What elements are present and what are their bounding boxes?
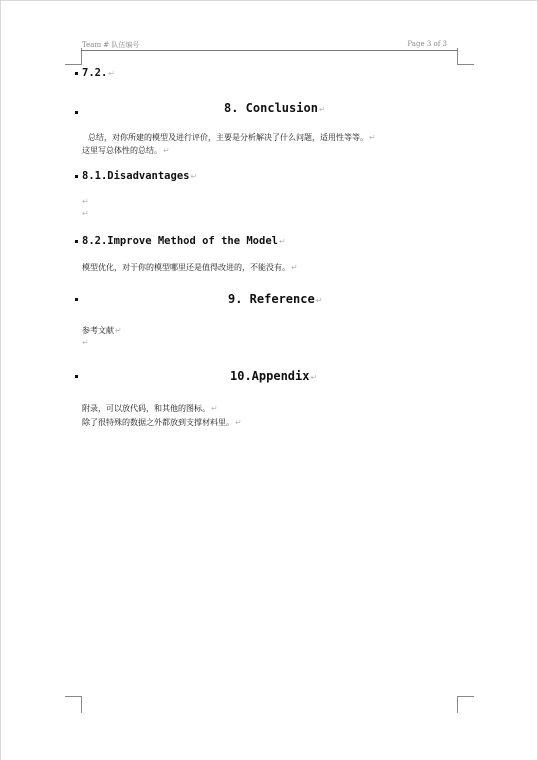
- paragraph-mark-icon: ↵: [310, 373, 318, 382]
- heading-bullet: [75, 111, 78, 114]
- conclusion-line-1[interactable]: [88, 132, 376, 143]
- section-9-heading[interactable]: [228, 292, 322, 306]
- section-8-2-heading[interactable]: [82, 235, 286, 247]
- body-text: 除了很特殊的数据之外都放到支撑材料里。: [82, 418, 234, 427]
- body-text: 这里写总体性的总结。: [82, 146, 162, 155]
- page-edge-top: [0, 0, 538, 1]
- header-rule: [81, 50, 457, 51]
- crop-mark-top-left: [65, 48, 82, 65]
- crop-mark-bottom-right: [457, 696, 474, 713]
- appendix-line-1[interactable]: [82, 403, 218, 414]
- appendix-line-2[interactable]: [82, 417, 242, 428]
- paragraph-mark-icon: ↵: [369, 133, 376, 142]
- paragraph-mark-icon: ↵: [163, 146, 170, 155]
- header-team-label: Team # 队伍编号: [82, 41, 140, 49]
- paragraph-mark-icon: ↵: [115, 326, 122, 335]
- heading-bullet: [75, 240, 78, 243]
- header-page-number: Page 3 of 3: [407, 40, 447, 48]
- crop-mark-bottom-left: [65, 696, 82, 713]
- section-8-1-heading[interactable]: [82, 170, 197, 182]
- heading-bullet: [75, 375, 78, 378]
- paragraph-mark-icon: ↵: [315, 296, 323, 305]
- paragraph-mark-icon: ↵: [318, 105, 326, 114]
- conclusion-line-2[interactable]: [82, 145, 170, 156]
- body-text: 附录，可以放代码，和其他的图标。: [82, 404, 210, 413]
- paragraph-mark-icon: ↵: [211, 404, 218, 413]
- heading-text: 9. Reference: [228, 292, 315, 306]
- crop-mark-top-right: [457, 48, 474, 65]
- body-text: 参考文献: [82, 326, 114, 335]
- paragraph-mark-icon: ↵: [291, 263, 298, 272]
- empty-paragraph-mark-icon: ↵: [82, 197, 89, 206]
- body-text: 总结，对你所建的模型及进行评价，主要是分析解决了什么问题，适用性等等。: [88, 133, 368, 142]
- paragraph-mark-icon: ↵: [190, 172, 198, 181]
- heading-bullet: [75, 298, 78, 301]
- heading-text: 8.1.Disadvantages: [82, 170, 190, 182]
- improve-line-1[interactable]: [82, 262, 298, 273]
- heading-text: 7.2.: [82, 67, 108, 79]
- heading-text: 8. Conclusion: [224, 101, 318, 115]
- section-8-heading[interactable]: [224, 101, 326, 115]
- empty-paragraph-mark-icon: ↵: [82, 209, 89, 218]
- paragraph-mark-icon: ↵: [108, 69, 115, 78]
- empty-paragraph-mark-icon: ↵: [82, 338, 89, 347]
- paragraph-mark-icon: ↵: [235, 418, 242, 427]
- heading-text: 8.2.Improve Method of the Model: [82, 235, 278, 247]
- section-10-heading[interactable]: [230, 369, 317, 383]
- reference-line-1[interactable]: [82, 325, 122, 336]
- heading-bullet: [75, 72, 78, 75]
- page-edge-left: [0, 0, 1, 760]
- heading-text: 10.Appendix: [230, 369, 310, 383]
- paragraph-mark-icon: ↵: [278, 237, 286, 246]
- body-text: 模型优化，对于你的模型哪里还是值得改进的，不能没有。: [82, 263, 290, 272]
- section-7-2-heading[interactable]: [82, 67, 115, 79]
- heading-bullet: [75, 175, 78, 178]
